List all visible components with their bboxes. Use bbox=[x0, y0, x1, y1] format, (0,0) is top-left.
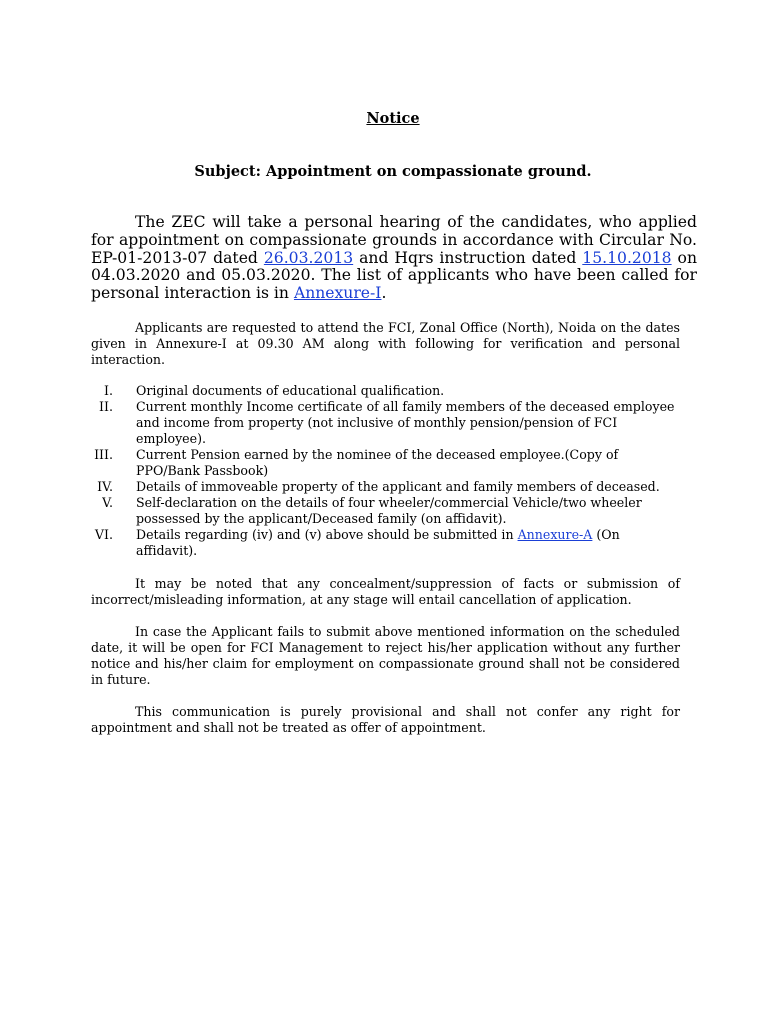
list-item-number: V. bbox=[102, 495, 113, 510]
concealment-paragraph: It may be noted that any concealment/suppression of facts or submission of incorrect/misleading information, at any stage will entail cancellation of application. bbox=[91, 576, 680, 607]
list-item bbox=[91, 447, 680, 479]
list-item-text: Details of immoveable property of the applicant and family members of deceased. bbox=[136, 479, 660, 494]
hearing-text-d: . bbox=[381, 284, 387, 303]
list-item bbox=[91, 399, 680, 447]
list-item-text: Current Pension earned by the nominee of the deceased employee.(Copy of PPO/Bank Passbook) bbox=[136, 447, 619, 478]
hqrs-instruction-link[interactable]: 15.10.2018 bbox=[582, 248, 672, 267]
list-item-number: III. bbox=[94, 447, 113, 462]
list-item-number: IV. bbox=[97, 479, 113, 494]
list-item-text-a: Details regarding (iv) and (v) above should be submitted in bbox=[136, 527, 518, 542]
requirements-list bbox=[91, 383, 680, 559]
hearing-text-c: on 04.03.2020 and 05.03.2020. The list of applicants who have been called for personal interaction is in bbox=[91, 248, 697, 303]
hearing-paragraph bbox=[91, 214, 697, 303]
hearing-text-a: The ZEC will take a personal hearing of the candidates, who applied for appointment on compassionate grounds in accordance with Circular No. EP-01-2013-07 dated bbox=[91, 213, 697, 267]
list-item bbox=[91, 479, 680, 495]
list-item bbox=[91, 383, 680, 399]
annexure-i-link[interactable]: Annexure-I bbox=[293, 284, 382, 303]
list-item-text-b: (On affidavit). bbox=[136, 527, 620, 558]
annexure-a-link[interactable]: Annexure-A bbox=[517, 527, 593, 542]
notice-subject: Subject: Appointment on compassionate ground. bbox=[194, 163, 592, 180]
list-item-number: II. bbox=[99, 399, 113, 414]
list-item-number: I. bbox=[104, 383, 113, 398]
list-item-number: VI. bbox=[94, 527, 113, 542]
list-item-text: Self-declaration on the details of four wheeler/commercial Vehicle/two wheeler possessed by the applicant/Deceased family (on affidavit). bbox=[136, 495, 642, 526]
failure-paragraph: In case the Applicant fails to submit above mentioned information on the scheduled date, it will be open for FCI Management to reject his/her application without any further notice and his/her claim for employment on compassionate ground shall not be considered in future. bbox=[91, 624, 680, 687]
list-item bbox=[91, 495, 680, 527]
hearing-text-b: and Hqrs instruction dated bbox=[353, 248, 583, 267]
list-item-text: Original documents of educational qualification. bbox=[136, 383, 445, 398]
provisional-paragraph: This communication is purely provisional and shall not confer any right for appointment and shall not be treated as offer of appointment. bbox=[91, 704, 680, 735]
notice-title: Notice bbox=[366, 110, 420, 127]
list-item bbox=[91, 527, 680, 559]
list-item-text: Current monthly Income certificate of all family members of the deceased employee and income from property (not inclusive of monthly pension/pension of FCI employee). bbox=[136, 399, 675, 446]
circular-date-link[interactable]: 26.03.2013 bbox=[263, 248, 354, 267]
attendance-paragraph: Applicants are requested to attend the FCI, Zonal Office (North), Noida on the dates given in Annexure-I at 09.30 AM along with following for verification and personal interaction. bbox=[91, 320, 680, 367]
